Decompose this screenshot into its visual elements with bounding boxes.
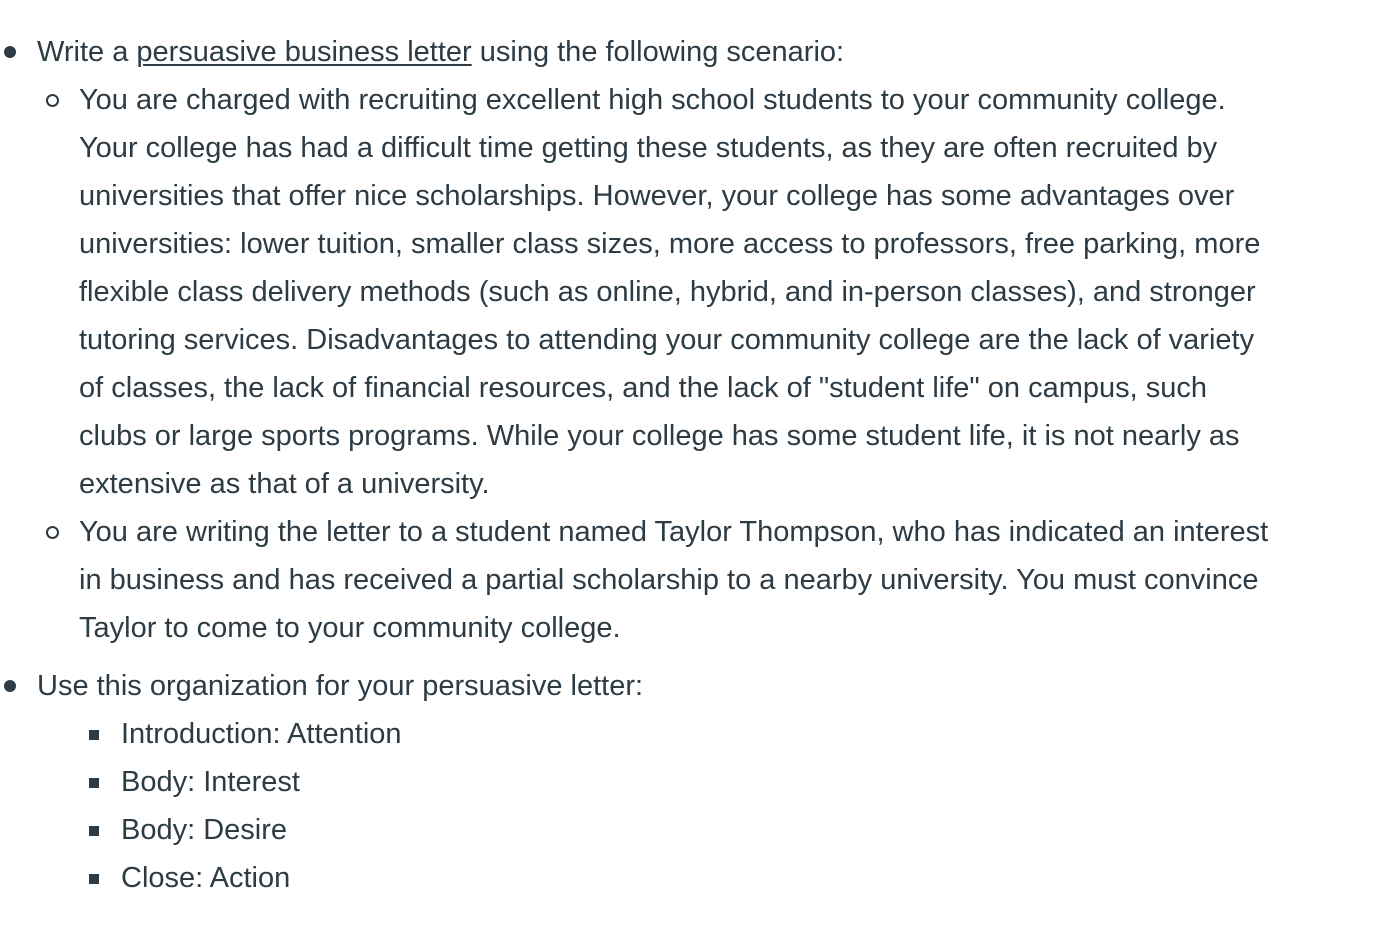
organization-step-text: Body: Interest	[121, 766, 300, 798]
sub-list-item-scenario	[0, 76, 1398, 508]
list-item-text: Use this organization for your persuasive letter:	[37, 670, 644, 702]
bullet-square-icon	[89, 874, 99, 884]
persuasive-business-letter-link[interactable]: persuasive business letter	[136, 36, 472, 68]
organization-step-text: Body: Desire	[121, 814, 288, 846]
sub-list-item-body-desire	[0, 806, 1398, 854]
sub-list-item-close-action	[0, 854, 1398, 902]
bullet-circle-icon	[46, 94, 59, 107]
list-item-write-letter	[0, 28, 1398, 76]
recipient-text: You are writing the letter to a student named Taylor Thompson, who has indicated an interest in business and has received a partial scholarship to a nearby university. You must convince Taylor to come to your community college.	[79, 516, 1269, 644]
bullet-square-icon	[89, 826, 99, 836]
organization-step-text: Introduction: Attention	[121, 718, 402, 750]
scenario-text: You are charged with recruiting excellent high school students to your community college. Your college has had a difficult time getting these students, as they are often recruited by universities that offer nice scholarships. However, your college has some advantages over universities: lower tuition, smaller class sizes, more access to professors, free parking, more flexible class delivery methods (such as online, hybrid, and in-person classes), and stronger tutoring services. Disadvantages to attending your community college are the lack of variety of classes, the lack of financial resources, and the lack of "student life" on campus, such clubs or large sports programs. While your college has some student life, it is not nearly as extensive as that of a university.	[79, 84, 1261, 500]
bullet-disc-icon	[4, 680, 16, 692]
organization-step-text: Close: Action	[121, 862, 291, 894]
bullet-square-icon	[89, 730, 99, 740]
assignment-instructions	[0, 28, 1398, 902]
list-item-text: Write a persuasive business letter using the following scenario:	[37, 36, 845, 68]
bullet-disc-icon	[4, 46, 16, 58]
bullet-square-icon	[89, 778, 99, 788]
bullet-circle-icon	[46, 526, 59, 539]
list-item-organization	[0, 662, 1398, 710]
sub-list-item-body-interest	[0, 758, 1398, 806]
sub-list-item-introduction	[0, 710, 1398, 758]
sub-list-item-recipient	[0, 508, 1398, 652]
